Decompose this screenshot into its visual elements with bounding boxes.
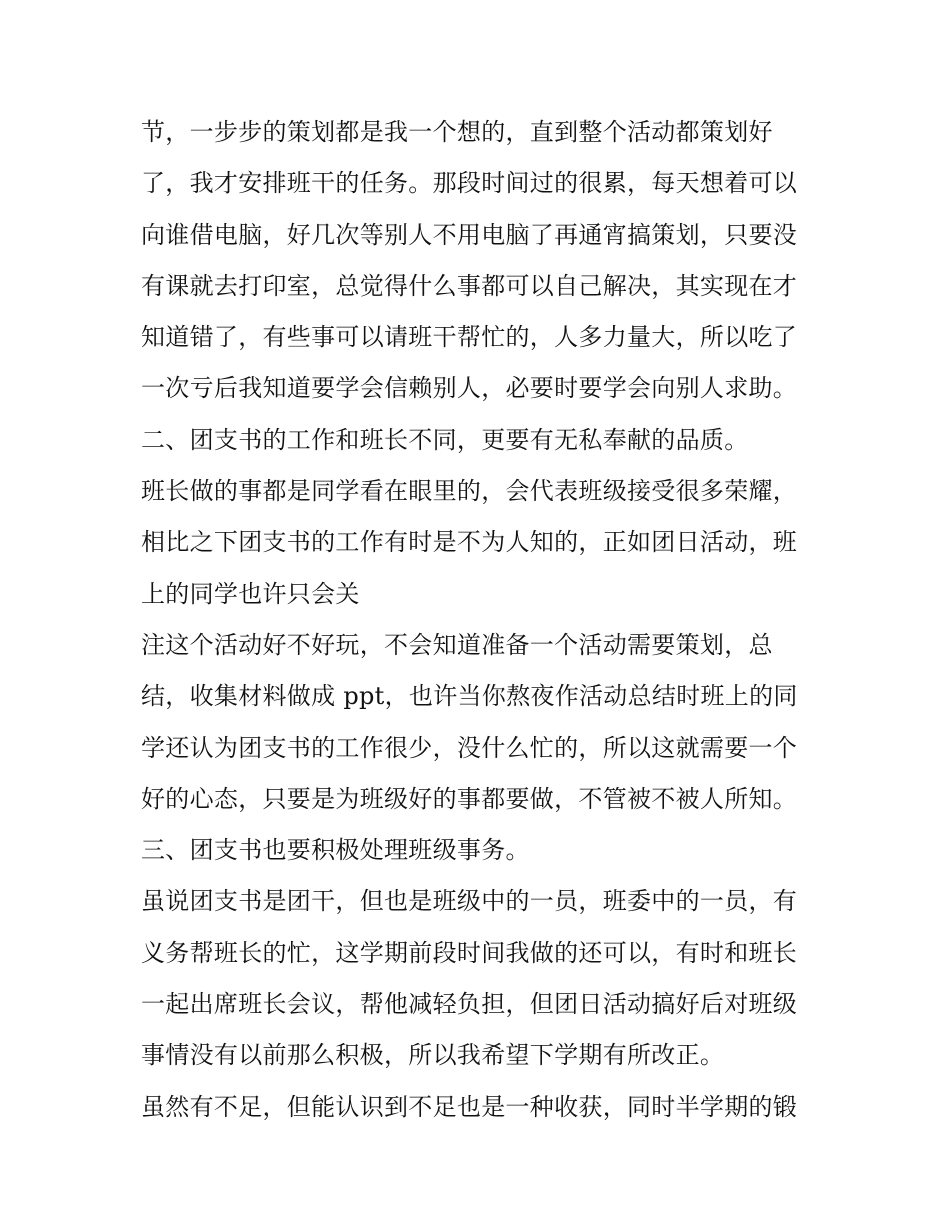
body-text	[141, 107, 831, 1133]
text-line: 学还认为团支书的工作很少，没什么忙的，所以这就需要一个	[141, 733, 798, 762]
text-line: 向谁借电脑，好几次等别人不用电脑了再通宵搞策划，只要没	[141, 220, 798, 249]
text-line: 结，收集材料做成 ppt，也许当你熬夜作活动总结时班上的同	[141, 682, 798, 711]
section-heading: 三、团支书也要积极处理班级事务。	[141, 836, 530, 865]
text-line: 有课就去打印室，总觉得什么事都可以自己解决，其实现在才	[141, 271, 798, 300]
text-line: 注这个活动好不好玩，不会知道准备一个活动需要策划，总	[141, 630, 773, 659]
text-line: 虽说团支书是团干，但也是班级中的一员，班委中的一员，有	[141, 887, 798, 916]
text-line: 知道错了，有些事可以请班干帮忙的，人多力量大，所以吃了	[141, 323, 798, 352]
text-line: 了，我才安排班干的任务。那段时间过的很累，每天想着可以	[141, 169, 798, 198]
text-line: 一次亏后我知道要学会信赖别人，必要时要学会向别人求助。	[141, 374, 798, 403]
text-line: 虽然有不足，但能认识到不足也是一种收获，同时半学期的锻	[141, 1092, 798, 1121]
text-line: 节，一步步的策划都是我一个想的，直到整个活动都策划好	[141, 118, 773, 146]
text-line: 班长做的事都是同学看在眼里的，会代表班级接受很多荣耀，	[141, 477, 798, 506]
text-line: 相比之下团支书的工作有时是不为人知的，正如团日活动，班	[141, 528, 798, 557]
text-line: 一起出席班长会议，帮他减轻负担，但团日活动搞好后对班级	[141, 990, 798, 1019]
text-line: 事情没有以前那么积极，所以我希望下学期有所改正。	[141, 1041, 725, 1070]
text-line: 上的同学也许只会关	[141, 579, 360, 608]
text-line: 义务帮班长的忙，这学期前段时间我做的还可以，有时和班长	[141, 938, 798, 967]
section-heading: 二、团支书的工作和班长不同，更要有无私奉献的品质。	[141, 425, 749, 454]
text-line: 好的心态，只要是为班级好的事都要做，不管被不被人所知。	[141, 784, 798, 813]
